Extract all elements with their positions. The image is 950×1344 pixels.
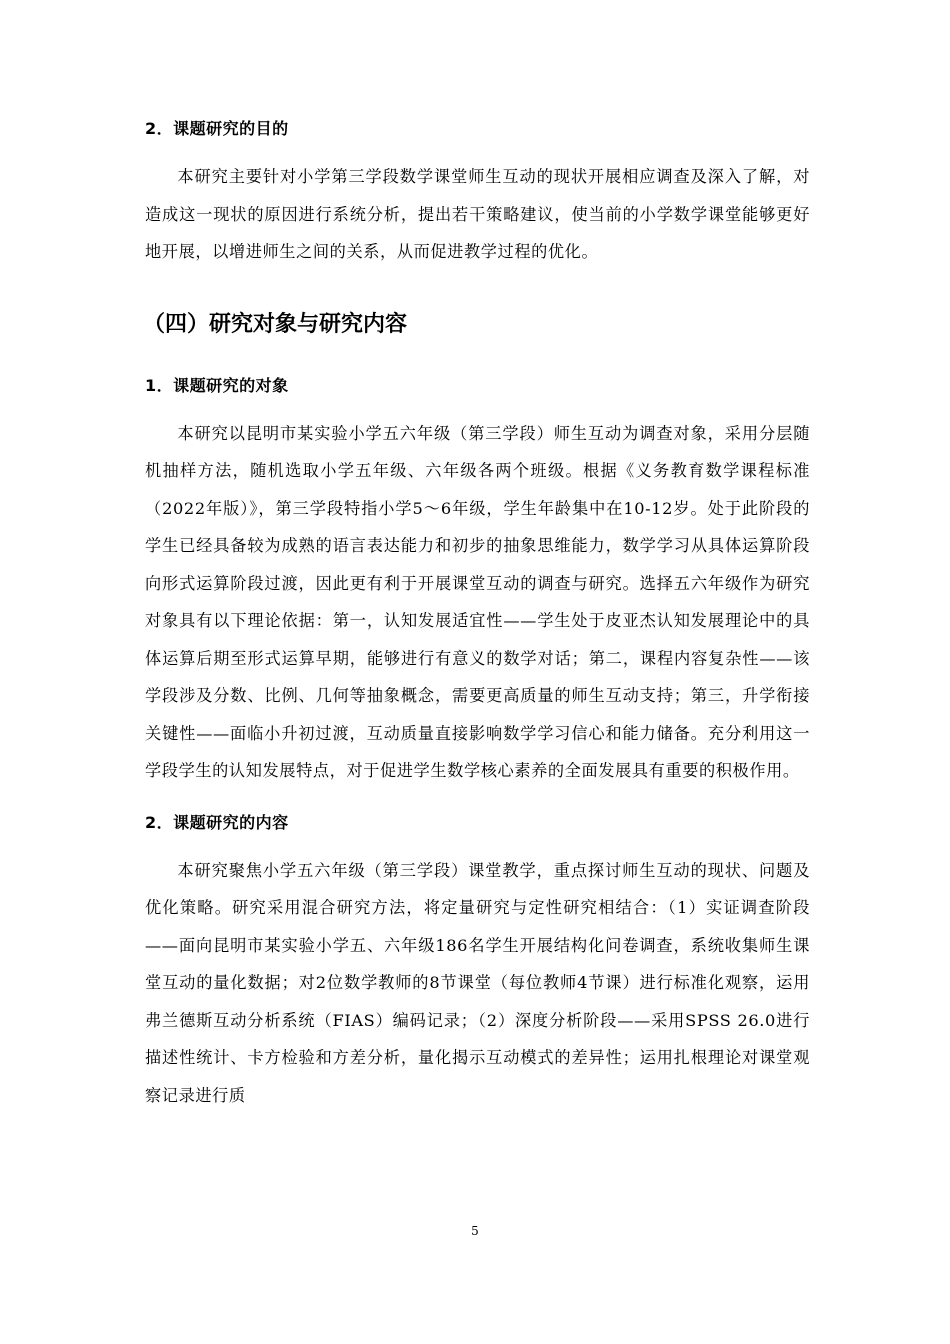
paragraph-object: 本研究以昆明市某实验小学五六年级（第三学段）师生互动为调查对象，采用分层随机抽样方法，随机选取小学五年级、六年级各两个班级。根据《义务教育数学课程标准（2022年版）》，第三学段特指小学5～6年级，学生年龄集中在10-12岁。处于此阶段的学生已经具备较为成熟的语言表达能力和初步的抽象思维能力，数学学习从具体运算阶段向形式运算阶段过渡，因此更有利于开展课堂互动的调查与研究。选择五六年级作为研究对象具有以下理论依据：第一，认知发展适宜性——学生处于皮亚杰认知发展理论中的具体运算后期至形式运算早期，能够进行有意义的数学对话；第二，课程内容复杂性——该学段涉及分数、比例、几何等抽象概念，需要更高质量的师生互动支持；第三，升学衔接关键性——面临小升初过渡，互动质量直接影响数学学习信心和能力储备。充分利用这一学段学生的认知发展特点，对于促进学生数学核心素养的全面发展具有重要的积极作用。 <box>145 423 810 780</box>
section-heading-object: 1．课题研究的对象 <box>145 375 289 395</box>
paragraph-goal: 本研究主要针对小学第三学段数学课堂师生互动的现状开展相应调查及深入了解，对造成这一现状的原因进行系统分析，提出若干策略建议，使当前的小学数学课堂能够更好地开展，以增进师生之间的关系，从而促进教学过程的优化。 <box>145 167 810 261</box>
section-heading-content: 2．课题研究的内容 <box>145 812 289 832</box>
section-heading-goal: 2．课题研究的目的 <box>145 119 289 138</box>
chapter-heading-4: （四）研究对象与研究内容 <box>143 311 408 337</box>
page-content <box>145 116 810 1114</box>
paragraph-content: 本研究聚焦小学五六年级（第三学段）课堂教学，重点探讨师生互动的现状、问题及优化策略。研究采用混合研究方法，将定量研究与定性研究相结合：（1）实证调查阶段——面向昆明市某实验小学五、六年级186名学生开展结构化问卷调查，系统收集师生课堂互动的量化数据；对2位数学教师的8节课堂（每位教师4节课）进行标准化观察，运用弗兰德斯互动分析系统（FIAS）编码记录；（2）深度分析阶段——采用SPSS 26.0进行描述性统计、卡方检验和方差分析，量化揭示互动模式的差异性；运用扎根理论对课堂观察记录进行质 <box>145 860 810 1105</box>
page-number: 5 <box>471 1224 479 1238</box>
